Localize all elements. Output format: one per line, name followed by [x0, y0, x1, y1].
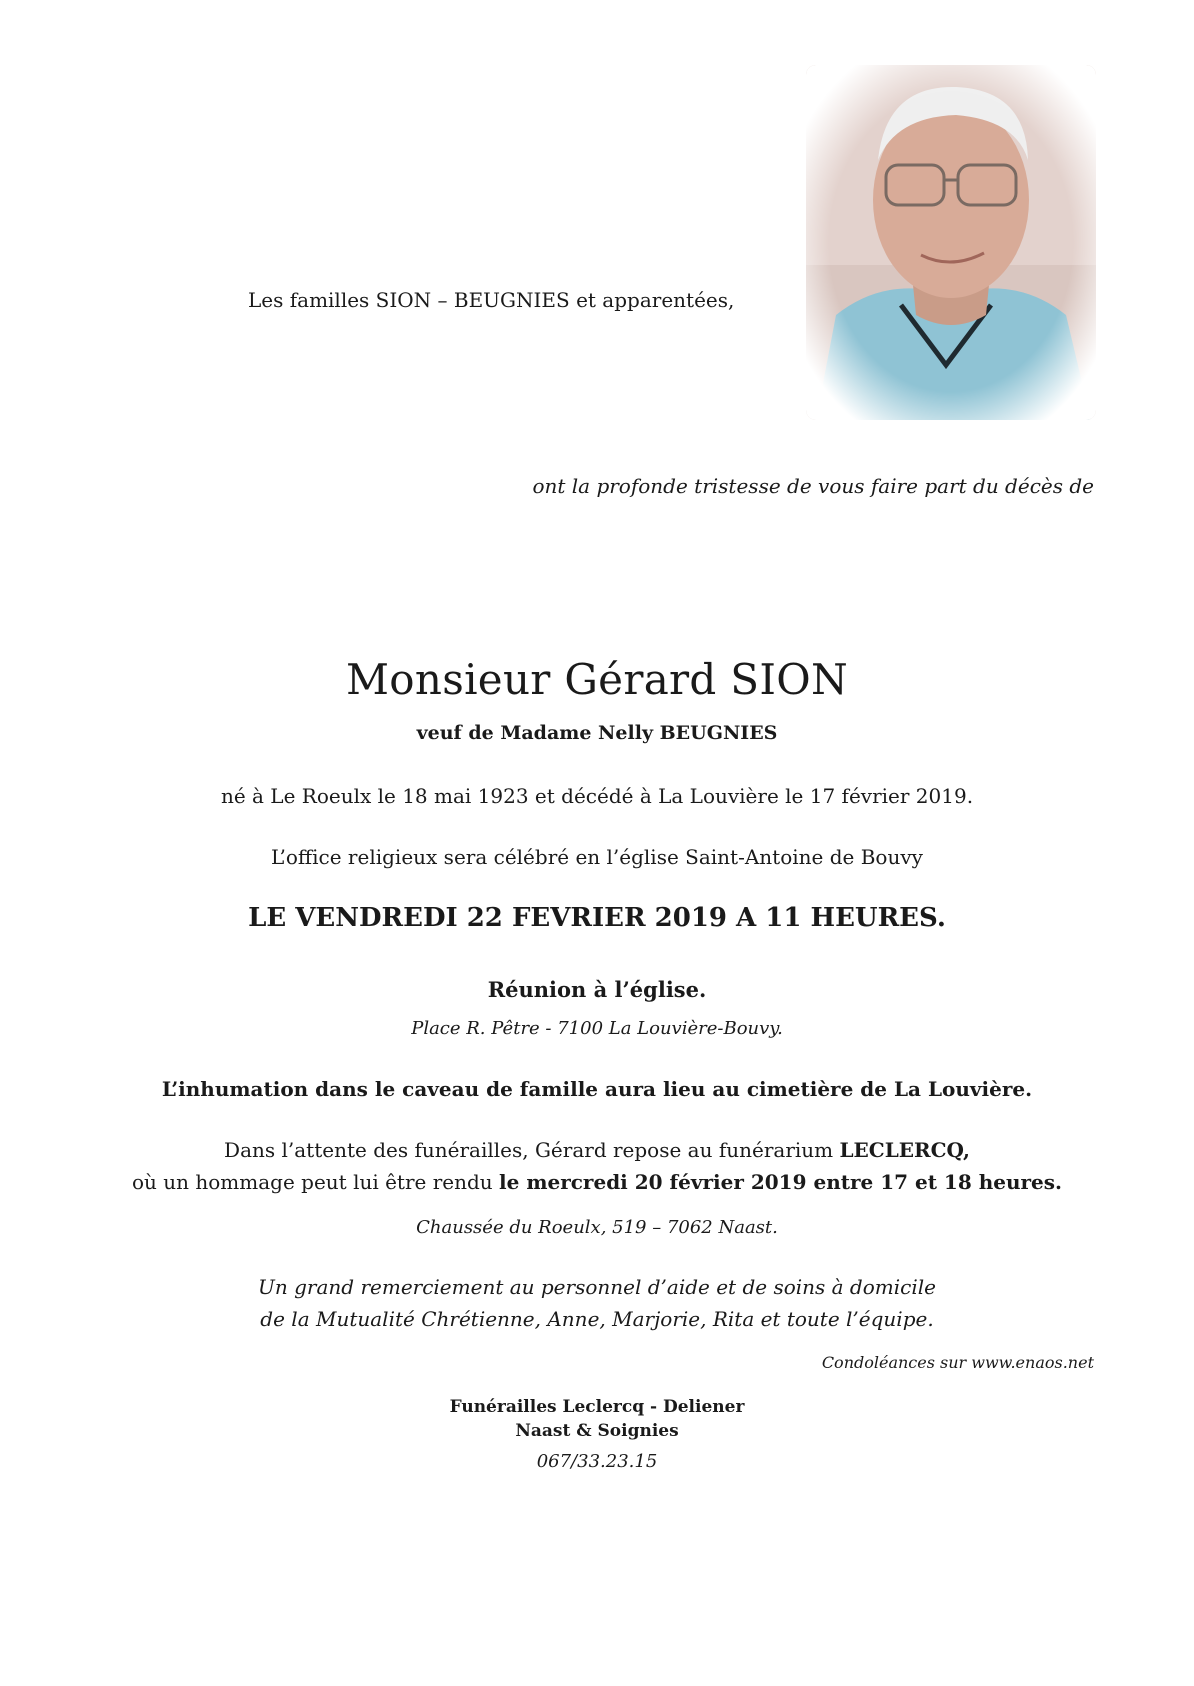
funerarium-name: LECLERCQ,	[839, 1138, 970, 1162]
funerarium-address: Chaussée du Roeulx, 519 – 7062 Naast.	[416, 1217, 778, 1238]
funerarium-line-text: Dans l’attente des funérailles, Gérard repose au funérarium	[224, 1138, 840, 1162]
ceremony-date: LE VENDREDI 22 FEVRIER 2019 A 11 HEURES.	[248, 903, 946, 933]
thanks-line-1: Un grand remerciement au personnel d’aide et de soins à domicile	[258, 1275, 936, 1299]
widow-line: veuf de Madame Nelly BEUGNIES	[416, 722, 778, 744]
funeral-home-name: Funérailles Leclercq - Deliener	[449, 1397, 745, 1417]
funeral-home-locations: Naast & Soignies	[515, 1421, 679, 1441]
birth-death-line: né à Le Roeulx le 18 mai 1923 et décédé à La Louvière le 17 février 2019.	[220, 784, 974, 808]
condolences-link[interactable]: Condoléances sur www.enaos.net	[821, 1353, 1094, 1372]
reunion-line: Réunion à l’église.	[487, 977, 707, 1002]
funeral-home-phone: 067/33.23.15	[536, 1451, 658, 1472]
funerarium-line	[0, 1138, 1194, 1162]
religious-office-line: L’office religieux sera célébré en l’église Saint-Antoine de Bouvy	[271, 845, 923, 869]
church-address: Place R. Pêtre - 7100 La Louvière-Bouvy.	[411, 1018, 783, 1039]
thanks-line-2: de la Mutualité Chrétienne, Anne, Marjorie, Rita et toute l’équipe.	[260, 1307, 934, 1331]
tribute-line	[0, 1170, 1194, 1194]
portrait-photo	[806, 65, 1096, 420]
burial-line: L’inhumation dans le caveau de famille aura lieu au cimetière de La Louvière.	[161, 1077, 1033, 1101]
tribute-time: le mercredi 20 février 2019 entre 17 et 18 heures.	[499, 1170, 1063, 1194]
announcement-text: ont la profonde tristesse de vous faire part du décès de	[532, 474, 1094, 498]
tribute-line-text: où un hommage peut lui être rendu	[131, 1170, 500, 1194]
deceased-name: Monsieur Gérard SION	[345, 655, 849, 704]
intro-text: Les familles SION – BEUGNIES et apparentées,	[248, 288, 735, 312]
